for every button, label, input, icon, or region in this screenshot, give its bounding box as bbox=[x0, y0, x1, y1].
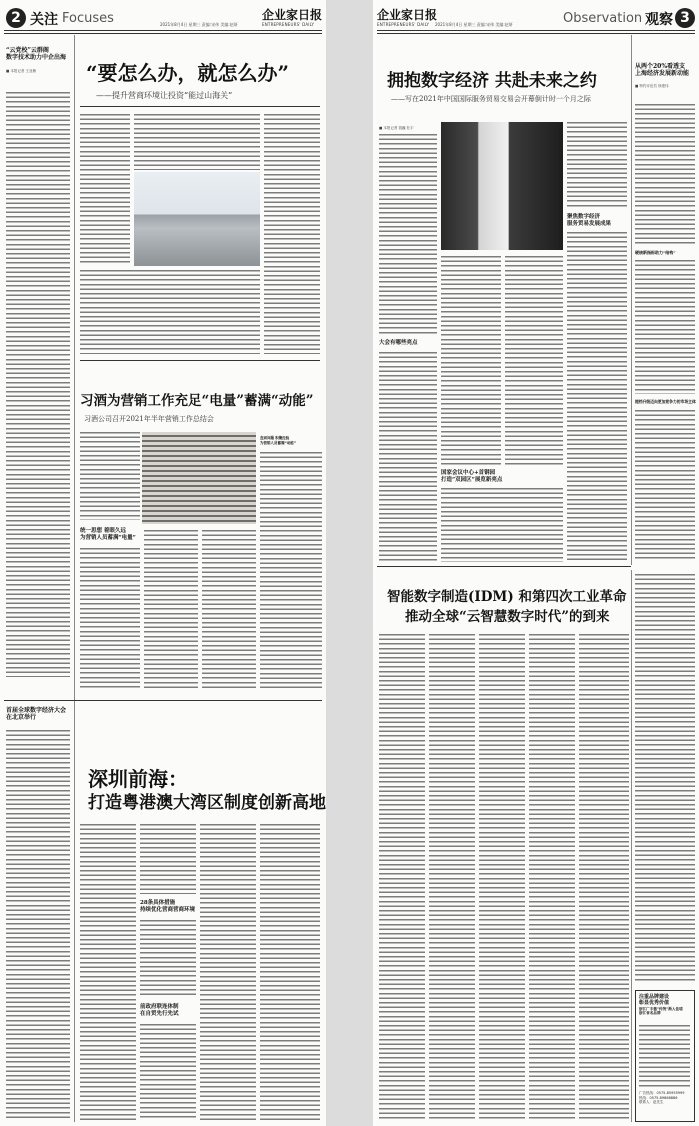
notice-contact bbox=[639, 1091, 685, 1105]
sidebar-article bbox=[635, 64, 697, 89]
sidebar-top-byline: ■ 本报记者 王亚楠 bbox=[6, 69, 37, 74]
second-photo-meeting bbox=[142, 432, 256, 524]
sidebar-bottom-body bbox=[6, 730, 70, 1120]
lead-headline: 拥抱数字经济 共赴未来之约 bbox=[387, 71, 597, 91]
bottom-inner-head-1 bbox=[140, 900, 196, 914]
second-subhead: 习酒公司召开2021年半年营销工作总结会 bbox=[84, 415, 214, 423]
column-rule bbox=[74, 35, 75, 735]
lead-inner-head-2a: 聚焦数字经济 bbox=[567, 214, 601, 220]
bottom-body-col3 bbox=[200, 824, 256, 1120]
header-rule bbox=[4, 30, 322, 34]
bottom-body-col2-low bbox=[140, 1024, 196, 1120]
sidebar-inner-head-2: 提档升级迈向更加竞争力的市场主体 bbox=[635, 399, 696, 404]
page-number-badge: 3 bbox=[675, 8, 695, 28]
lead-photo-store bbox=[441, 122, 563, 250]
second-inner-head-2: 为营销人员蓄满“电量” bbox=[80, 534, 136, 541]
notice-contact-2: 热线：0575-89866886 bbox=[639, 1095, 678, 1100]
lead-body-col3-top bbox=[567, 122, 627, 208]
sidebar-headline-2: 上海经济发展新动能 bbox=[635, 69, 690, 77]
issue-info: 2021年8月4日 星期三 责编:宋伟 美编:赵妍 bbox=[160, 22, 238, 27]
sidebar-bottom-article bbox=[6, 708, 72, 721]
notice-title-2: 彰显优秀价值 bbox=[639, 1000, 670, 1007]
page-number-badge: 2 bbox=[6, 8, 26, 28]
bottom-headline-1: 深圳前海： bbox=[88, 767, 188, 791]
bottom-inner-head-2 bbox=[140, 1004, 196, 1018]
sidebar-byline: ■ 特约评论员 徐建伟 bbox=[635, 84, 669, 89]
notice-title-4: 浙江省名品牌 bbox=[639, 1010, 661, 1015]
page-gutter bbox=[326, 0, 373, 1126]
bottom-body-col4 bbox=[260, 824, 320, 1120]
second-box-head-2: 为营销人员蓄满“动能” bbox=[260, 440, 297, 445]
lead-body-col1 bbox=[379, 134, 437, 334]
bottom-inner-head-1a: 28条具体措施 bbox=[140, 900, 176, 906]
bottom-headline-2: 打造粤港澳大湾区制度创新高地 bbox=[88, 793, 326, 813]
second-box-head bbox=[260, 436, 322, 445]
bottom-body-col2-mid bbox=[140, 920, 196, 998]
section-title: 关注 bbox=[30, 12, 58, 28]
lead-inner-head-2 bbox=[567, 214, 627, 228]
lead-inner-head-3a: 国家会议中心+首钢园 bbox=[441, 470, 496, 476]
second-box-head-1: 直面问题 积聚经验 bbox=[260, 436, 290, 440]
sidebar-top-headline-1: “云党校”云群阁 bbox=[6, 47, 49, 54]
bottom-inner-head-1b: 持续优化营商营商环境 bbox=[140, 906, 196, 913]
bottom-body-col1 bbox=[80, 824, 136, 1120]
lead-body-col3 bbox=[264, 114, 320, 354]
lead-inner-head-3 bbox=[441, 470, 563, 484]
lead-body-col2-top bbox=[134, 114, 260, 170]
column-rule bbox=[631, 35, 632, 565]
sidebar-bottom-headline-1: 首届全球数字经济大会 bbox=[6, 707, 67, 714]
notice-body bbox=[639, 1025, 690, 1087]
second-body-col4 bbox=[529, 634, 575, 1120]
lead-inner-head-1: 大会有哪些亮点 bbox=[379, 340, 418, 346]
lead-body-bottom bbox=[80, 270, 260, 354]
lead-end-rule bbox=[80, 360, 320, 361]
notice-box bbox=[635, 990, 695, 1122]
lead-body-col3 bbox=[567, 232, 627, 562]
masthead-en: ENTREPRENEURS' DAILY bbox=[262, 22, 315, 27]
issue-info: 2021年8月4日 星期三 责编:宋伟 美编:赵妍 bbox=[435, 22, 513, 27]
second-body-col3 bbox=[202, 530, 256, 688]
second-inner-head-1: 统一思想 着眼久远 bbox=[80, 528, 126, 534]
second-inner-head bbox=[80, 528, 140, 542]
masthead-en: ENTREPRENEURS' DAILY bbox=[377, 22, 430, 27]
masthead-logo: 企业家日报 bbox=[377, 8, 438, 22]
mid-rule bbox=[4, 700, 322, 701]
sidebar-body-2 bbox=[635, 260, 695, 394]
second-body-col1 bbox=[80, 432, 140, 520]
mid-rule bbox=[377, 566, 631, 567]
section-title-en: Focuses bbox=[62, 11, 114, 26]
lead-body-col2c bbox=[441, 488, 563, 562]
lead-body-col2b bbox=[505, 256, 563, 466]
notice-title-3: 浙江广丰酱“传统”渐入佳境 bbox=[639, 1006, 683, 1011]
second-body-col5 bbox=[579, 634, 629, 1120]
second-body-col3 bbox=[479, 634, 525, 1120]
lead-rule bbox=[80, 106, 320, 107]
sidebar-top-body bbox=[6, 92, 70, 677]
lead-body-col1b bbox=[379, 352, 437, 562]
sidebar-top-headline-2: 数字技术助力中企出海 bbox=[6, 53, 67, 61]
second-headline-1: 智能数字制造(IDM) 和第四次工业革命 bbox=[387, 589, 627, 605]
bottom-body-col2-top bbox=[140, 824, 196, 894]
sidebar-headline-1: 从两个20%看透支 bbox=[635, 63, 686, 70]
lead-subhead: ——写在2021年中国国际服务贸易交易会开幕倒计时一个月之际 bbox=[391, 95, 591, 103]
notice-contact-3: 联系人：赵先生 bbox=[639, 1100, 664, 1105]
second-body-col4 bbox=[260, 452, 322, 688]
column-rule-bottom bbox=[631, 570, 632, 1122]
bottom-inner-head-2b: 在自贸先行先试 bbox=[140, 1010, 179, 1017]
page-2 bbox=[0, 0, 326, 1126]
lead-inner-head-3b: 打造“双园区”展览新亮点 bbox=[441, 476, 503, 483]
sidebar-body-4 bbox=[635, 574, 695, 982]
lead-subhead: ——提升营商环境让投资“能过山海关” bbox=[96, 91, 233, 100]
masthead-logo: 企业家日报 bbox=[262, 8, 323, 22]
second-body-col1 bbox=[379, 634, 425, 1120]
page-3 bbox=[373, 0, 699, 1126]
second-body-col2 bbox=[429, 634, 475, 1120]
lead-body-col1 bbox=[80, 114, 130, 264]
notice-title-1: 注重品牌建设 bbox=[639, 994, 670, 1000]
second-body-col1b bbox=[80, 548, 140, 688]
lead-photo-building bbox=[134, 172, 260, 266]
bottom-inner-head-2a: 前政府联连体制 bbox=[140, 1004, 179, 1010]
sidebar-bottom-headline-2: 在北京举行 bbox=[6, 713, 37, 721]
column-rule-bottom bbox=[74, 704, 75, 1122]
header-rule bbox=[377, 30, 695, 34]
lead-body-col2a bbox=[441, 256, 501, 466]
lead-headline: “要怎么办，就怎么办” bbox=[86, 61, 290, 85]
lead-inner-head-2b: 服务贸易发展成果 bbox=[567, 220, 612, 227]
second-headline: 习酒为营销工作充足“电量”蓄满“动能” bbox=[80, 393, 314, 409]
notice-contact-1: 广告热线：0575-85955999 bbox=[639, 1091, 685, 1095]
second-body-col2 bbox=[144, 530, 198, 688]
second-headline-2: 推动全球“云智慧数字时代”的到来 bbox=[405, 609, 610, 625]
sidebar-body-1 bbox=[635, 104, 695, 244]
sidebar-body-3 bbox=[635, 410, 695, 562]
sidebar-inner-head-1: 硬核新指标助力“结构” bbox=[635, 250, 676, 255]
sidebar-top-article bbox=[6, 48, 70, 74]
lead-byline: ■ 本报记者 钱巍 杜宇 bbox=[379, 126, 414, 130]
section-title: 观察 bbox=[645, 12, 673, 28]
section-title-en: Observation bbox=[563, 11, 643, 26]
